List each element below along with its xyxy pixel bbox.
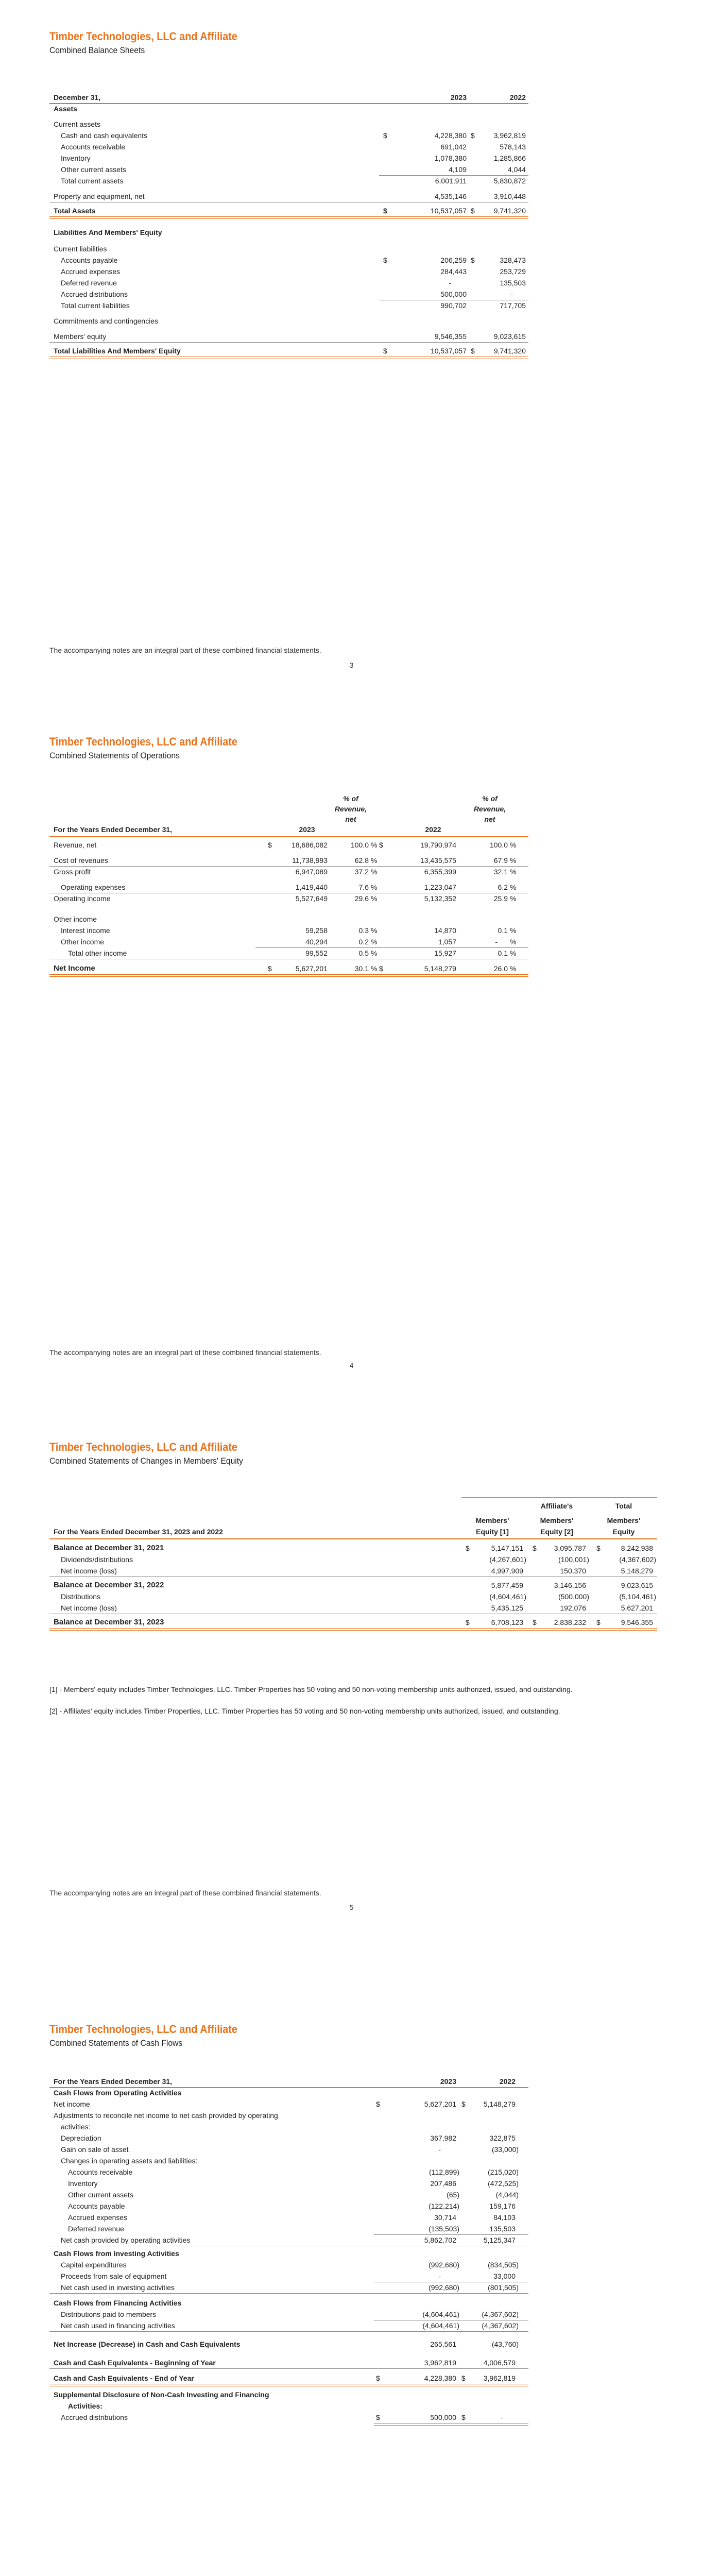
table-row: Revenue, net $ 18,686,082 100.0 % $ 19,790,974 100.0 % xyxy=(54,841,517,849)
table-header: For the Years Ended December 31, 2023 2022 xyxy=(54,2077,516,2086)
table-row: Net Increase (Decrease) in Cash and Cash Equivalents 265,561 (43,760) xyxy=(54,2340,519,2348)
section-heading: Cash Flows from Operating Activities xyxy=(54,2089,182,2097)
table-row: Dividends/distributions (4,267,601) (100,001) (4,367,602) xyxy=(61,1555,656,1564)
table-row: Commitments and contingencies xyxy=(54,317,159,325)
table-row: Net income $ 5,627,201 $ 5,148,279 xyxy=(54,2100,516,2108)
table-row: Deferred revenue (135,503) 135,503 xyxy=(68,2225,516,2233)
table-row: Cost of revenues 11,738,993 62.8 % 13,435,575 67.9 % xyxy=(54,856,517,865)
company-name: Timber Technologies, LLC and Affiliate xyxy=(49,735,237,748)
table-row: Accrued expenses 284,443 253,729 xyxy=(61,267,526,276)
total-row: Total Liabilities And Members' Equity $ 10,537,057 $ 9,741,320 xyxy=(54,347,526,355)
table-row: Net income (loss) 5,435,125 192,076 5,627,201 xyxy=(61,1604,653,1612)
double-rule xyxy=(49,357,528,359)
table-row: Capital expenditures (992,680) (834,505) xyxy=(61,2261,519,2269)
table-row: Balance at December 31, 2022 5,877,459 3,146,156 9,023,615 xyxy=(54,1581,653,1589)
table-row: Operating income 5,527,649 29.6 % 5,132,352 25.9 % xyxy=(54,894,517,903)
section-heading: Cash Flows from Investing Activities xyxy=(54,2249,179,2258)
section-heading: Activities: xyxy=(68,2402,102,2410)
double-rule xyxy=(49,974,528,977)
table-row: Adjustments to reconcile net income to net cash provided by operating xyxy=(54,2111,278,2120)
company-name: Timber Technologies, LLC and Affiliate xyxy=(49,2023,237,2036)
table-row: Distributions paid to members (4,604,461) (4,367,602) xyxy=(61,2310,519,2318)
table-header: Affiliate's Total Members' Members' Members' For the Years Ended December 31, 2023 and 2022 Equity [1] Equity [2] Equity xyxy=(49,1495,667,1538)
double-rule xyxy=(49,2384,528,2386)
total-row: Cash and Cash Equivalents - End of Year $ 4,228,380 $ 3,962,819 xyxy=(54,2374,516,2382)
statement-title: Combined Statements of Changes in Members' Equity xyxy=(49,1456,243,1466)
table-row: Accounts payable $ 206,259 $ 328,473 xyxy=(61,256,526,264)
table-row: Other current assets 4,109 4,044 xyxy=(61,165,526,174)
equity-page xyxy=(0,1326,703,1989)
table-row: Changes in operating assets and liabilities: xyxy=(61,2157,198,2165)
rule xyxy=(49,342,528,343)
table-row: Accounts receivable (112,899) (215,020) xyxy=(68,2168,519,2176)
header-rule xyxy=(49,1538,657,1539)
total-row: Total Assets $ 10,537,057 $ 9,741,320 xyxy=(54,207,526,215)
footnote-1: [1] - Members' equity includes Timber Technologies, LLC. Timber Properties has 50 voting and 50 non-voting membership units authorized, issued, and outstanding. xyxy=(49,1685,573,1693)
rule xyxy=(49,2331,528,2332)
section-heading: Liabilities And Members' Equity xyxy=(54,228,162,236)
double-rule xyxy=(49,216,528,219)
table-row: Total current liabilities 990,702 717,705 xyxy=(61,301,526,310)
page-number: 4 xyxy=(349,1361,354,1369)
table-row: Interest income 59,258 0.3 % 14,870 0.1 % xyxy=(61,926,517,935)
total-row: Net Income $ 5,627,201 30.1 % $ 5,148,279 26.0 % xyxy=(54,964,517,973)
table-row: activities: xyxy=(61,2123,91,2131)
table-row: Cash and cash equivalents $ 4,228,380 $ 3,962,819 xyxy=(61,131,526,140)
double-rule xyxy=(374,2423,528,2426)
subheading: Other income xyxy=(54,915,97,923)
table-row: Cash and Cash Equivalents - Beginning of Year 3,962,819 4,006,579 xyxy=(54,2359,516,2367)
double-rule xyxy=(49,1628,657,1631)
table-row: Accrued expenses 30,714 84,103 xyxy=(68,2213,516,2222)
rule xyxy=(49,2368,528,2369)
balance-sheet-page xyxy=(0,0,703,669)
table-row: Total other income 99,552 0.5 % 15,927 0.1 % xyxy=(68,949,517,957)
footer-note: The accompanying notes are an integral part of these combined financial statements. xyxy=(49,1348,321,1357)
section-heading: Cash Flows from Financing Activities xyxy=(54,2299,182,2307)
table-row: Proceeds from sale of equipment - 33,000 xyxy=(61,2272,516,2280)
table-row: Net cash used in investing activities (992,680) (801,505) xyxy=(61,2283,519,2292)
table-row: Balance at December 31, 2023 $ 6,708,123 $ 2,838,232 $ 9,546,355 xyxy=(54,1618,653,1626)
footer-note: The accompanying notes are an integral part of these combined financial statements. xyxy=(49,646,321,654)
balance-sheet-table xyxy=(49,92,549,357)
table-row: Other income 40,294 0.2 % 1,057 - % xyxy=(61,938,517,946)
table-row: Gain on sale of asset - (33,000) xyxy=(61,2145,519,2154)
operations-page xyxy=(0,663,703,1357)
page-number: 3 xyxy=(349,661,354,669)
table-row: Net income (loss) 4,997,909 150,370 5,148,279 xyxy=(61,1567,653,1575)
rule xyxy=(49,2293,528,2294)
table-row: Property and equipment, net 4,535,146 3,910,448 xyxy=(54,192,526,200)
table-row: Accounts payable (122,214) 159,176 xyxy=(68,2202,516,2210)
table-row: Distributions (4,604,461) (500,000) (5,104,461) xyxy=(61,1592,656,1601)
table-row: Deferred revenue - 135,503 xyxy=(61,279,526,287)
table-header: December 31, 2023 2022 xyxy=(54,93,526,101)
footnote-2: [2] - Affiliates' equity includes Timber Properties, LLC. Timber Properties has 50 voting and 50 non-voting membership units authorized, issued, and outstanding. xyxy=(49,1707,560,1715)
table-row: Net cash used in financing activities (4,604,461) (4,367,602) xyxy=(61,2321,519,2330)
subheading: Current liabilities xyxy=(54,245,107,253)
page-number: 5 xyxy=(349,1903,354,1911)
table-row: Operating expenses 1,419,440 7.6 % 1,223,047 6.2 % xyxy=(61,883,517,891)
table-row: Balance at December 31, 2021 $ 5,147,151 $ 3,095,787 $ 8,242,938 xyxy=(54,1544,653,1552)
header-rule xyxy=(49,836,528,837)
statement-title: Combined Statements of Operations xyxy=(49,751,180,760)
header-top-rule xyxy=(461,1497,657,1498)
table-row: Accrued distributions $ 500,000 $ - xyxy=(61,2413,503,2421)
subheading: Current assets xyxy=(54,120,101,128)
section-heading: Assets xyxy=(54,105,77,113)
table-row: Accounts receivable 691,042 578,143 xyxy=(61,143,526,151)
footer-note: The accompanying notes are an integral part of these combined financial statements. xyxy=(49,1889,321,1897)
table-row: Depreciation 367,982 322,875 xyxy=(61,2134,516,2142)
table-row: Gross profit 6,947,089 37.2 % 6,355,399 32.1 % xyxy=(54,868,517,876)
table-row: Members' equity 9,546,355 9,023,615 xyxy=(54,332,526,341)
table-row: Net cash provided by operating activities 5,862,702 5,125,347 xyxy=(61,2236,516,2244)
statement-title: Combined Balance Sheets xyxy=(49,45,145,55)
table-header: % of Revenue, net % of Revenue, net For the Years Ended December 31, 2023 2022 xyxy=(54,794,506,834)
company-name: Timber Technologies, LLC and Affiliate xyxy=(49,30,237,43)
table-row: Total current assets 6,001,911 5,830,872 xyxy=(61,177,526,185)
equity-table xyxy=(49,1495,667,1628)
cash-flows-table xyxy=(49,2076,549,2423)
cash-flows-page xyxy=(0,1989,703,2576)
table-row: Other current assets (65) (4,044) xyxy=(68,2191,519,2199)
table-row: Inventory 1,078,380 1,285,866 xyxy=(61,154,526,162)
section-heading: Supplemental Disclosure of Non-Cash Investing and Financing xyxy=(54,2391,269,2399)
table-row: Accrued distributions 500,000 - xyxy=(61,290,513,298)
table-row: Inventory 207,486 (472,525) xyxy=(68,2179,519,2188)
operations-table xyxy=(49,792,549,974)
statement-title: Combined Statements of Cash Flows xyxy=(49,2038,183,2048)
company-name: Timber Technologies, LLC and Affiliate xyxy=(49,1440,237,1453)
